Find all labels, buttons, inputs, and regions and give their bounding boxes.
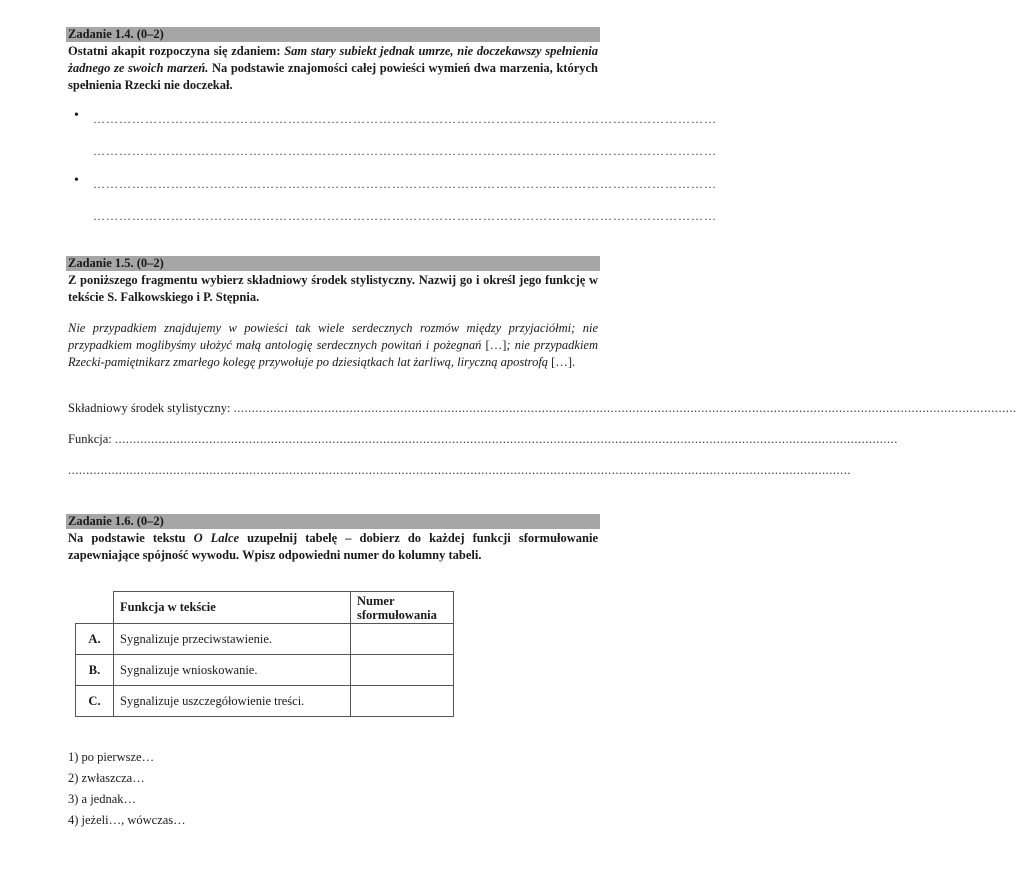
row-function: Sygnalizuje uszczegółowienie treści. [114,686,351,717]
row-letter: C. [76,686,114,717]
row-function: Sygnalizuje wnioskowanie. [114,655,351,686]
answer-line-2b[interactable]: ……………………………………………………………………………………………………………………………… [93,209,717,223]
instr-title: O Lalce [193,531,240,545]
answer-field-device[interactable] [68,401,1017,415]
table-row [76,624,454,655]
quote-text: Nie przypadkiem znajdujemy w powieści tak wiele serdecznych rozmów między przyjaciółmi; nie przypadkiem moglibyśmy ułożyć małą antologię serdecznych powitań i pożegnań [68,321,598,352]
answer-line-1a[interactable]: ……………………………………………………………………………………………………………………………… [93,112,717,126]
task-1-4-instruction [68,43,598,94]
quote-text: ; nie przypadkiem Rzecki-pamiętnikarz zmarłego kolegę przywołuje po dziesiątkach lat żarliwą, liryczną apostrofą [68,338,598,369]
bullet-icon: • [74,173,79,188]
table-header-row [76,592,454,624]
instr-text: Na podstawie znajomości całej powieści wymień dwa marzenia, których spełnienia Rzecki nie doczekał. [68,61,599,92]
row-function: Sygnalizuje przeciwstawienie. [114,624,351,655]
column-header-number: Numer sformułowania [351,592,454,624]
table-corner [76,592,114,624]
task-1-6-header: Zadanie 1.6. (0–2) [66,514,600,529]
row-letter: A. [76,624,114,655]
answer-fill[interactable]: ........................................................................................................................................................................................................................ [233,401,1017,415]
ellipsis: […] [485,338,507,352]
table-row [76,686,454,717]
answer-table [75,591,454,717]
field-label: Funkcja: [68,432,115,446]
column-header-function: Funkcja w tekście [114,592,351,624]
row-number-input[interactable] [351,655,454,686]
task-1-4-header: Zadanie 1.4. (0–2) [66,27,600,42]
row-number-input[interactable] [351,686,454,717]
instr-text: Na podstawie tekstu [68,531,194,545]
option-3: 3) a jednak… [68,792,137,806]
row-number-input[interactable] [351,624,454,655]
row-letter: B. [76,655,114,686]
answer-line-1b[interactable]: ……………………………………………………………………………………………………………………………… [93,144,717,158]
ellipsis: […] [551,355,572,369]
answer-field-function-cont[interactable] [68,463,851,477]
table-row [76,655,454,686]
task-1-5-header: Zadanie 1.5. (0–2) [66,256,600,271]
field-label: Składniowy środek stylistyczny: [68,401,234,415]
quote-end: . [572,355,576,369]
instr-text: Ostatni akapit rozpoczyna się zdaniem: [68,44,285,58]
answer-fill[interactable]: ........................................................................................................................................................................................................................ [68,463,851,477]
quoted-fragment [68,320,598,371]
task-1-5-instruction: Z poniższego fragmentu wybierz składniowy środek stylistyczny. Nazwij go i określ jego funkcję w tekście S. Falkowskiego i P. Stępnia. [68,273,598,304]
instr-quote: Sam stary subiekt jednak umrze, nie doczekawszy spełnienia żadnego ze swoich marzeń. [68,44,598,75]
bullet-icon: • [74,108,79,123]
option-4: 4) jeżeli…, wówczas… [68,813,186,827]
task-1-6-instruction [68,530,598,564]
option-1: 1) po pierwsze… [68,750,155,764]
answer-field-function[interactable] [68,432,898,446]
option-2: 2) zwłaszcza… [68,771,145,785]
answer-fill[interactable]: ........................................................................................................................................................................................................................ [114,432,898,446]
answer-line-2a[interactable]: ……………………………………………………………………………………………………………………………… [93,177,717,191]
instr-text: uzupełnij tabelę – dobierz do każdej funkcji sformułowanie zapewniające spójność wywodu. Wpisz odpowiedni numer do kolumny tabeli. [68,531,598,562]
